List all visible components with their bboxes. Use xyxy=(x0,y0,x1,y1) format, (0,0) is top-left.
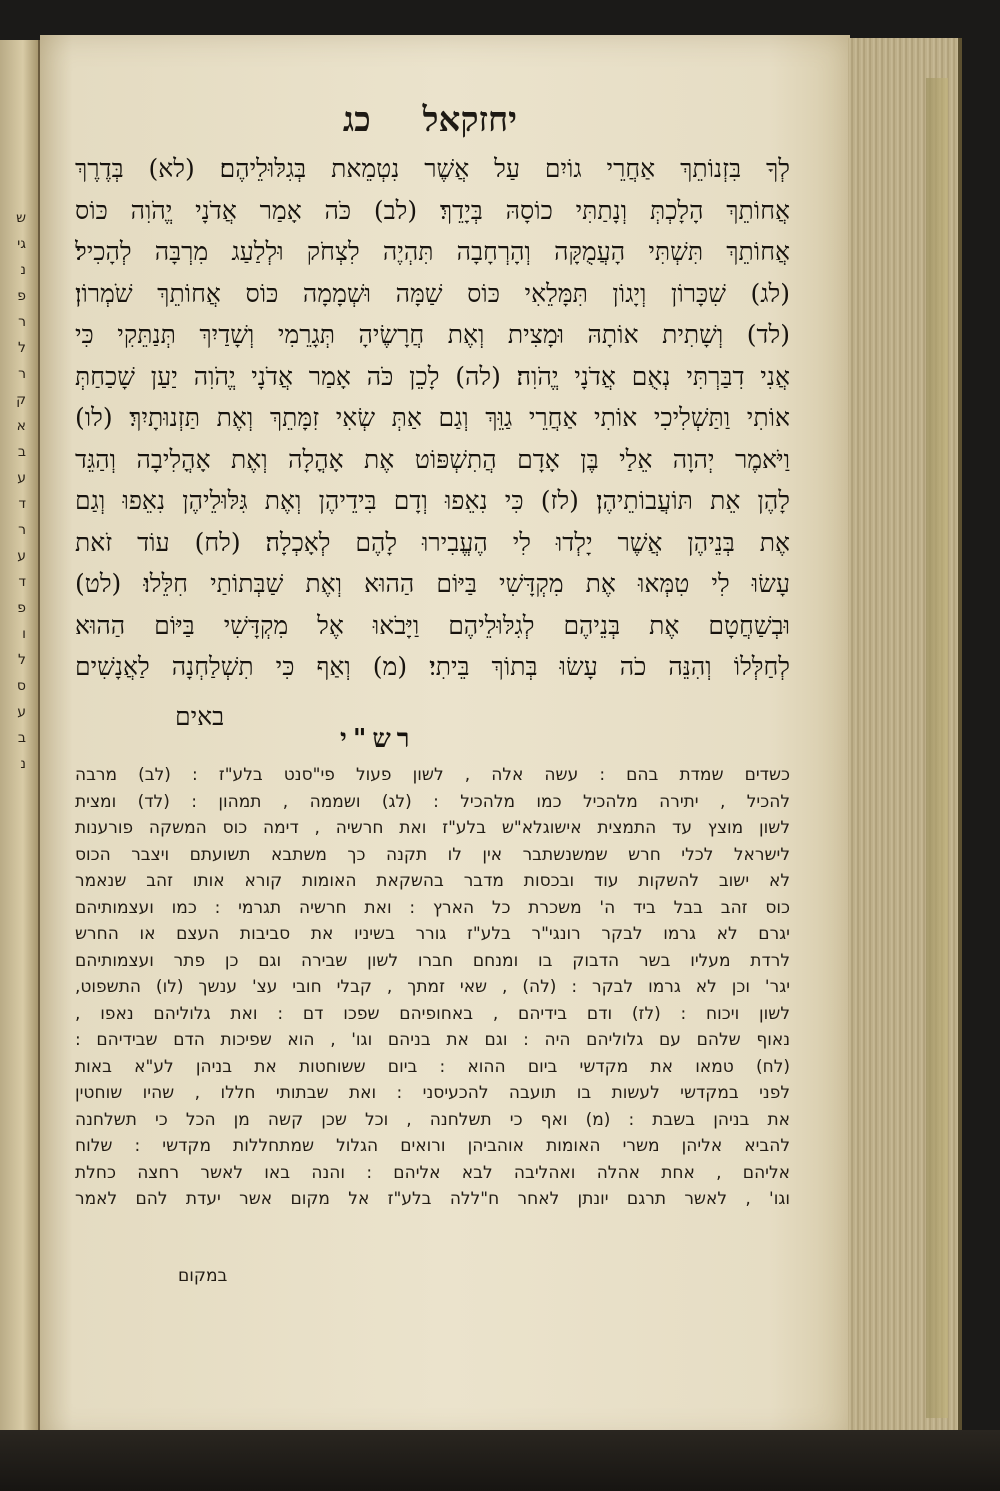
facing-page-edge xyxy=(0,40,40,1440)
facing-page-letter: ל xyxy=(18,340,26,356)
verse-line: אוֹתִי וַתַּשְׁלִיכִי אוֹתִי אַחֲרֵי גַוֵּךְ וְגַם אַתְּ שְׂאִי זִמָּתֵךְ וְאֶת תַּזְנוּתָיִךְ׃ (לו) xyxy=(75,403,790,432)
facing-page-letter: ר xyxy=(18,314,26,330)
facing-page-letter: ש xyxy=(16,210,26,226)
facing-page-letter: פ xyxy=(17,288,26,304)
commentary-line: כשדים שמדת בהם : עשה אלה , לשון פעול פי"סנט בלע"ז : (לב) מרבה xyxy=(75,765,790,785)
verse-line: אֲחוֹתֵךְ הָלָכְתְּ וְנָתַתִּי כוֹסָהּ בְּיָדֵךְ׃ (לב) כֹּה אָמַר אֲדֹנָי יֱהֹוִה כּוֹס xyxy=(75,195,790,225)
facing-page-letter: א xyxy=(16,418,26,434)
commentary-line: לפני במקדשי לעשות בו תועבה להכעיסני : ואת שבתותי חללו , שהיו שוחטין xyxy=(75,1083,790,1103)
commentary-title: רש"י xyxy=(340,724,416,754)
facing-page-letter: ד xyxy=(18,574,26,590)
page-fore-edge xyxy=(848,38,962,1443)
verse-line: אֲחוֹתֵךְ תִּשְׁתִּי הָעֲמֻקָּה וְהָרְחָבָה תִּהְיֶה לִצְחֹק וּלְלַעַג מִרְבָּה לְהָכִיל׃ xyxy=(75,237,790,266)
commentary-line: לא ישוב להשקות עוד ובכסות מדבר בהשקאת האומות קורא אותו זהב שנאמר xyxy=(75,871,790,891)
facing-page-letter: ע xyxy=(17,548,26,564)
biblical-text xyxy=(75,148,790,688)
commentary-line: יגר' וכן לא גרמו לבקר : (לה) , שאי זמתך , קבלי חובי עצ' ענשך (לו) התשפוט, xyxy=(75,977,790,997)
verse-line: וַיֹּאמֶר יְהוָה אֵלַי בֶּן אָדָם הֲתִשְׁפּוֹט אֶת אָהֳלָה וְאֶת אָהֳלִיבָה וְהַגֵּד xyxy=(75,444,790,474)
rashi-commentary xyxy=(75,762,790,1213)
commentary-catchword: במקום xyxy=(178,1266,228,1286)
verse-line: אֲנִי דִבַּרְתִּי נְאֻם אֲדֹנָי יֱהֹוִה׃ (לה) לָכֵן כֹּה אָמַר אֲדֹנָי יֱהֹוִה יַעַן שָׁכַחַתְּ xyxy=(75,361,790,391)
commentary-line: (לח) טמאו את מקדשי ביום ההוא : ביום ששוחטות את בניהן לע"א באות xyxy=(75,1056,790,1077)
facing-page-letter: ב xyxy=(17,730,26,746)
verse-line: עָשׂוּ לִי טִמְּאוּ אֶת מִקְדָּשִׁי בַּיּוֹם הַהוּא וְאֶת שַׁבְּתוֹתַי חִלֵּלוּ׃ (לט) xyxy=(75,569,790,598)
verse-line: אֶת בְּנֵיהֶן אֲשֶׁר יָלְדוּ לִי הֶעֱבִירוּ לָהֶם לְאָכְלָה׃ (לח) עוֹד זֹאת xyxy=(75,527,790,557)
commentary-line: להביא אליהן משרי האומות אוהביהן ורואים הגלול שמתחללות מקדשי : שלוח xyxy=(75,1136,790,1156)
facing-page-letter: גי xyxy=(17,236,26,252)
commentary-line: כוס זהב בבל ביד ה' משכרת כל הארץ : ואת חרשיה תגרמי : כמו ועצמותיהם xyxy=(75,897,790,918)
facing-page-letter: ב xyxy=(17,444,26,460)
verse-line: לָהֶן אֵת תּוֹעֲבוֹתֵיהֶן׃ (לז) כִּי נִאֵפוּ וְדָם בִּידֵיהֶן וְאֶת גִּלּוּלֵיהֶן נִאֵפוּ וְגַם xyxy=(75,486,790,515)
verse-line: לְחַלְּלוֹ וְהִנֵּה כֹה עָשׂוּ בְּתוֹךְ בֵּיתִי׃ (מ) וְאַף כִּי תִשְׁלַחְנָה לַאֲנָשִׁים xyxy=(75,652,790,681)
commentary-line: יגרם לא גרמו לבקר רונגי"ר בלע"ז גורר בשיניו את סביבות העצם או החרש xyxy=(75,924,790,944)
facing-page-letter: ד xyxy=(18,496,26,512)
facing-page-letter: ר xyxy=(18,366,26,382)
commentary-line: נאוף שלהם עם גלוליהם היה : וגם את בניהם וגו' , הוא שפיכות הדם שבידיהם : xyxy=(75,1030,790,1050)
facing-page-letter: ו xyxy=(22,626,26,642)
facing-page-letter: נ xyxy=(20,756,26,772)
commentary-line: לרדת מעליו בשר הדבוק בו ומנחם חברו לשון שבירה וגם כן פתר ועצמותיהם xyxy=(75,950,790,971)
verse-line: וּבְשַׁחֲטָם אֶת בְּנֵיהֶם לְגִלּוּלֵיהֶם וַיָּבֹאוּ אֶל מִקְדָּשִׁי בַּיּוֹם הַהוּא xyxy=(75,610,790,640)
commentary-line: וגו' , לאשר תרגם יונתן לאחר ח"ללה בלע"ז אל מקום אשר יעדת להם לאמר xyxy=(75,1189,790,1209)
commentary-line: לשון ויכוח : (לז) ודם בידיהם , באחופיהם שפכו דם : ואת גלוליהם נאפו , xyxy=(75,1003,790,1024)
facing-page-letter: ס xyxy=(16,678,26,694)
facing-page-letter: ע xyxy=(17,704,26,720)
facing-page-letters xyxy=(2,205,26,777)
running-header xyxy=(60,100,800,140)
commentary-line: להכיל , יתירה מלהכיל כמו מלהכיל : (לג) ושממה , תמהון : (לד) ומצית xyxy=(75,791,790,812)
commentary-line: לשון מוצץ עד התמצית אישוגלא"ש בלע"ז ואת חרשיה , דימה כוס המשקה פורענות xyxy=(75,818,790,838)
verse-line: (לד) וְשָׁתִית אוֹתָהּ וּמָצִית וְאֶת חֲרָשֶׂיהָ תְּגָרֵמִי וְשָׁדַיִךְ תְּנַתֵּקִי כִּי xyxy=(75,320,790,349)
chapter-number: כג xyxy=(342,100,371,140)
verse-line: לְךָ בִּזְנוֹתֵךְ אַחֲרֵי גוֹיִם עַל אֲשֶׁר נִטְמֵאת בְּגִלּוּלֵיהֶם׃ (לא) בְּדֶרֶךְ xyxy=(75,154,790,183)
facing-page-letter: נ xyxy=(20,262,26,278)
background-surface xyxy=(0,1430,1000,1491)
main-catchword: באים xyxy=(175,702,225,731)
commentary-line: לישראל לכלי חרש שמשנשתבר אין לו תקנה כך משתבא תשועתם ויצבר הכוס xyxy=(75,844,790,865)
facing-page-letter: ל xyxy=(18,652,26,668)
facing-page-letter: ק xyxy=(16,392,26,408)
book-title: יחזקאל xyxy=(422,100,518,140)
facing-page-letter: ע xyxy=(17,470,26,486)
commentary-line: אליהם , אחת אהלה ואהליבה לבא אליהם : והנה באו לאשר רחצה כחלת xyxy=(75,1162,790,1183)
verse-line: (לג) שִׁכָּרוֹן וְיָגוֹן תִּמָּלֵאִי כּוֹס שַׁמָּה וּשְׁמָמָה כּוֹס אֲחוֹתֵךְ שֹׁמְרוֹן׃ xyxy=(75,278,790,308)
facing-page-letter: ר xyxy=(18,522,26,538)
facing-page-letter: פ xyxy=(17,600,26,616)
commentary-line: את בניהן בשבת : (מ) ואף כי תשלחנה , וכל שכן קשה מן הכל כי תשלחנה xyxy=(75,1109,790,1130)
